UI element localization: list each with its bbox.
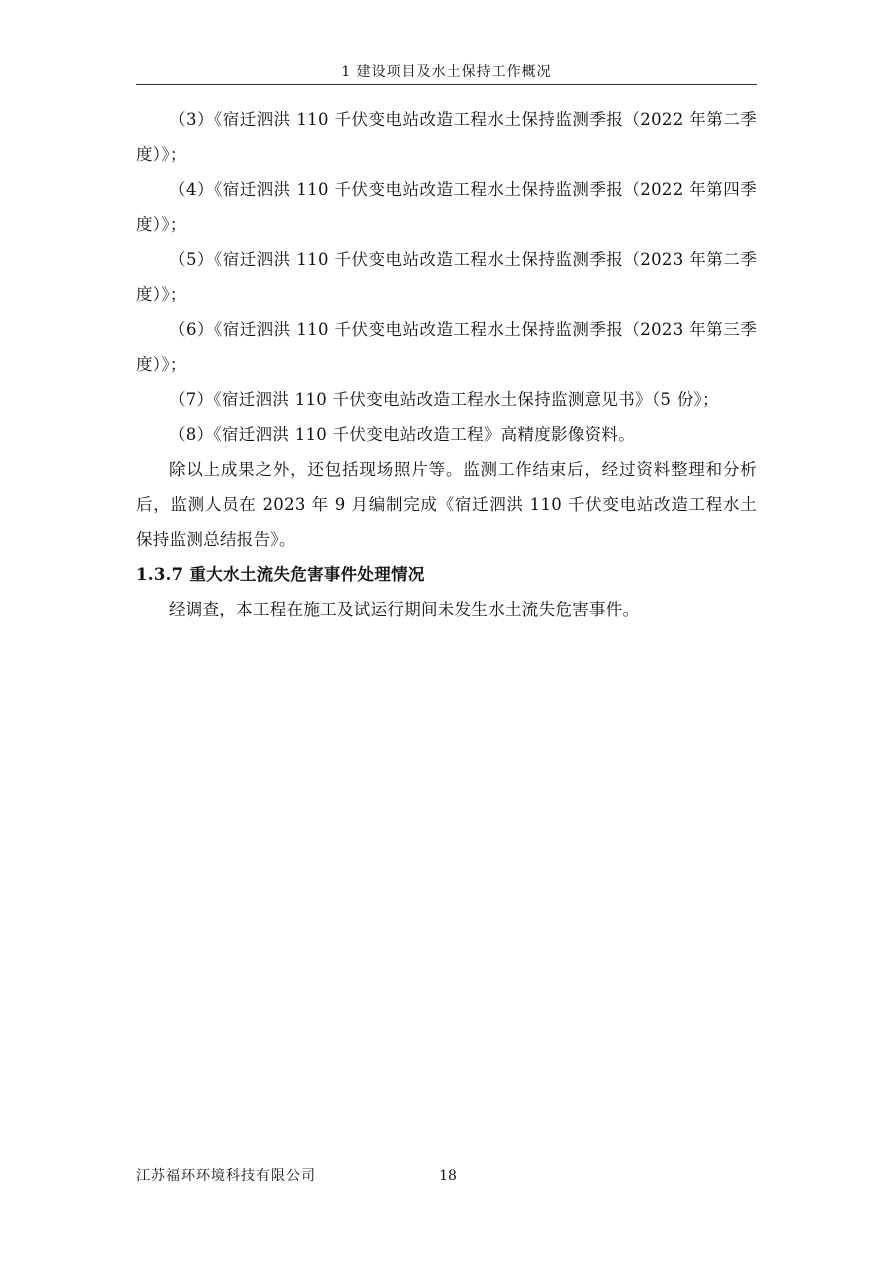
list-item-8: （8）《宿迁泗洪 110 千伏变电站改造工程》高精度影像资料。 — [169, 425, 636, 444]
page-number: 18 — [439, 1168, 457, 1184]
section-heading: 1.3.7 重大水土流失危害事件处理情况 — [136, 565, 425, 584]
page-header-title: 1 建设项目及水土保持工作概况 — [341, 64, 552, 80]
section-body: 经调查，本工程在施工及试运行期间未发生水土流失危害事件。 — [169, 600, 640, 619]
header-rule — [136, 84, 757, 85]
list-item-3: （3）《宿迁泗洪 110 千伏变电站改造工程水土保持监测季报（2022 年第二季度）》； — [136, 110, 757, 164]
list-item-6: （6）《宿迁泗洪 110 千伏变电站改造工程水土保持监测季报（2023 年第三季度）》； — [136, 320, 757, 374]
list-item-5: （5）《宿迁泗洪 110 千伏变电站改造工程水土保持监测季报（2023 年第二季度）》； — [136, 250, 757, 304]
document-body — [136, 102, 757, 627]
list-item-7: （7）《宿迁泗洪 110 千伏变电站改造工程水土保持监测意见书》（5 份》； — [169, 390, 719, 409]
summary-paragraph: 除以上成果之外，还包括现场照片等。监测工作结束后，经过资料整理和分析后，监测人员在 2023 年 9 月编制完成《宿迁泗洪 110 千伏变电站改造工程水土保持监测总结报告》。 — [136, 460, 757, 549]
footer-company: 江苏福环环境科技有限公司 — [136, 1168, 316, 1184]
list-item-4: （4）《宿迁泗洪 110 千伏变电站改造工程水土保持监测季报（2022 年第四季度）》； — [136, 180, 757, 234]
